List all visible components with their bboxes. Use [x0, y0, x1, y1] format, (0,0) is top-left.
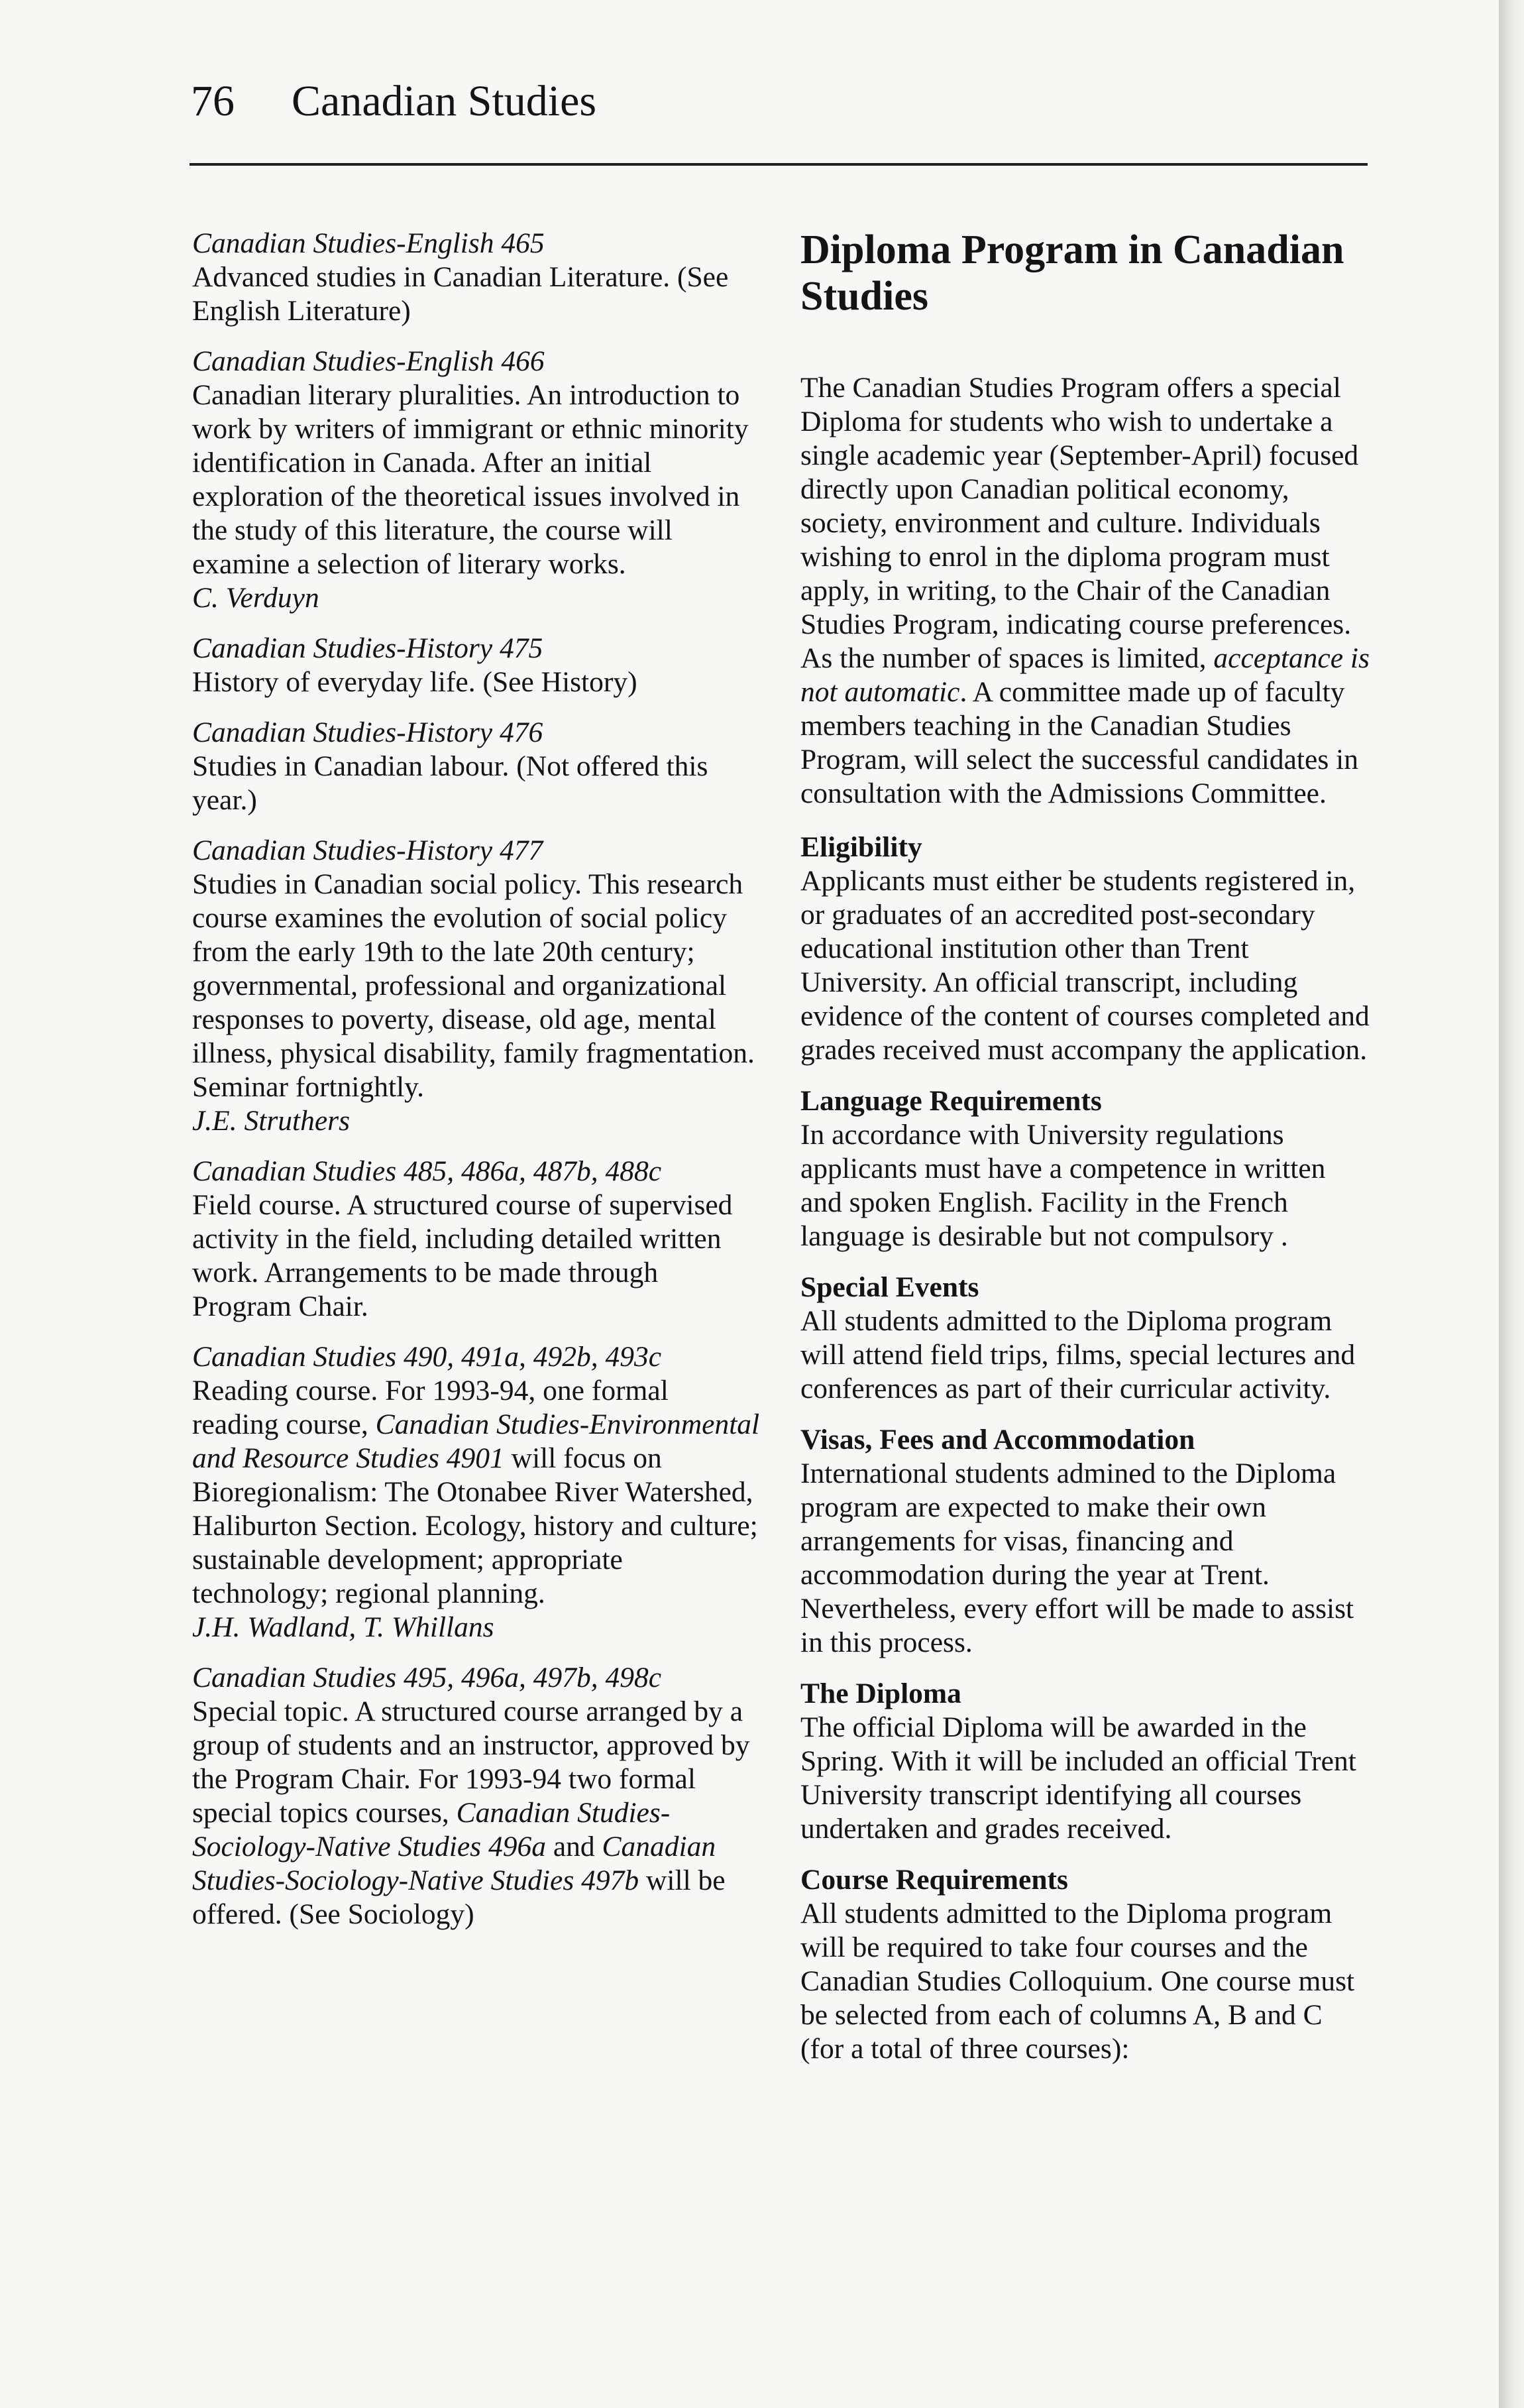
course-title: Canadian Studies-English 465: [192, 227, 545, 259]
course-description: Advanced studies in Canadian Literature. (See English Literature): [192, 261, 729, 327]
course-title: Canadian Studies 490, 491a, 492b, 493c: [192, 1341, 662, 1373]
subsection-heading: Visas, Fees and Accommodation: [800, 1424, 1195, 1456]
running-title: Canadian Studies: [292, 77, 597, 125]
course-description: History of everyday life. (See History): [192, 666, 637, 698]
course-title: Canadian Studies-English 466: [192, 345, 545, 377]
subsection-eligibility: [800, 831, 1370, 1067]
subsection-text: International students admined to the Diploma program are expected to make their own arrangements for visas, financing and accommodation during the year at Trent. Nevertheless, every effort will be made to assist in this process.: [800, 1458, 1354, 1658]
description-text: will be offered. (See Sociology): [192, 1864, 726, 1930]
emphasis-text: acceptance is not automatic: [800, 642, 1370, 708]
course-title: Canadian Studies-History 476: [192, 717, 543, 748]
intro-paragraph: [800, 371, 1370, 811]
course-entry: [192, 345, 762, 615]
subsection-the-diploma: [800, 1677, 1370, 1846]
course-description: Field course. A structured course of supervised activity in the field, including detailed written work. Arrangements to be made through Program Chair.: [192, 1189, 733, 1322]
page-number: 76: [191, 77, 235, 125]
intro-text: The Canadian Studies Program offers a special Diploma for students who wish to undertake a single academic year (September-April) focused directly upon Canadian political economy, society, environment and culture. Individuals wishing to enrol in the diploma program must apply, in writing, to the Chair of the Canadian Studies Program, indicating course preferences. As the number of spaces is limited,: [800, 372, 1359, 674]
running-header: [191, 72, 1370, 131]
description-text: Special topic. A structured course arranged by a group of students and an instructor, approved by the Program Chair. For 1993-94 two formal special topics courses,: [192, 1695, 750, 1829]
page-edge: [1499, 0, 1524, 2408]
course-entry: [192, 632, 762, 699]
subsection-text: All students admitted to the Diploma program will be required to take four courses and the Canadian Studies Colloquium. One course must be selected from each of columns A, B and C (for a total of three courses):: [800, 1898, 1355, 2065]
subsection-heading: Course Requirements: [800, 1864, 1068, 1896]
subsection-text: Applicants must either be students registered in, or graduates of an accredited post-secondary educational institution other than Trent University. An official transcript, including evidence of the content of courses completed and grades received must accompany the application.: [800, 865, 1370, 1066]
intro-text: . A committee made up of faculty members teaching in the Canadian Studies Program, will select the successful candidates in consultation with the Admissions Committee.: [800, 676, 1358, 809]
course-description: [192, 1695, 762, 1931]
course-entry: [192, 834, 762, 1138]
subsection-text: All students admitted to the Diploma program will attend field trips, films, special lectures and conferences as part of their curricular activity.: [800, 1305, 1356, 1405]
description-text: will focus on Bioregionalism: The Otonabee River Watershed, Haliburton Section. Ecology, history and culture; sustainable development; appropriate technology; regional planning.: [192, 1442, 758, 1609]
course-reference: Canadian Studies-Sociology-Native Studies 497b: [192, 1831, 716, 1896]
course-title: Canadian Studies 495, 496a, 497b, 498c: [192, 1662, 662, 1693]
description-text: and: [545, 1831, 602, 1863]
course-reference: Canadian Studies-Sociology-Native Studies 496a: [192, 1797, 671, 1863]
subsection-heading: Eligibility: [800, 831, 922, 863]
course-description: Studies in Canadian labour. (Not offered this year.): [192, 750, 708, 816]
course-entry: [192, 1340, 762, 1644]
course-instructor: C. Verduyn: [192, 582, 319, 614]
right-column: [800, 227, 1370, 2083]
subsection-language: [800, 1084, 1370, 1253]
subsection-heading: Language Requirements: [800, 1085, 1102, 1117]
subsection-heading: The Diploma: [800, 1678, 961, 1709]
subsection-course-requirements: [800, 1863, 1370, 2066]
course-entry: [192, 1155, 762, 1324]
subsection-text: In accordance with University regulations applicants must have a competence in written and spoken English. Facility in the French language is desirable but not compulsory .: [800, 1119, 1326, 1252]
course-entry: [192, 716, 762, 817]
subsection-special-events: [800, 1271, 1370, 1406]
section-title: Diploma Program in Canadian Studies: [800, 227, 1344, 319]
subsection-heading: Special Events: [800, 1271, 979, 1303]
course-instructor: J.E. Struthers: [192, 1105, 351, 1137]
course-description: [192, 1374, 762, 1611]
header-rule: [190, 163, 1368, 166]
course-title: Canadian Studies-History 475: [192, 632, 543, 664]
course-entry: [192, 227, 762, 328]
description-text: Reading course. For 1993-94, one formal reading course,: [192, 1375, 669, 1440]
subsection-text: The official Diploma will be awarded in the Spring. With it will be included an official Trent University transcript identifying all courses undertaken and grades received.: [800, 1711, 1356, 1845]
subsection-visas-fees: [800, 1423, 1370, 1660]
course-instructor: J.H. Wadland, T. Whillans: [192, 1611, 494, 1643]
course-title: Canadian Studies 485, 486a, 487b, 488c: [192, 1155, 662, 1187]
course-reference: Canadian Studies-Environmental and Resource Studies 4901: [192, 1408, 760, 1474]
course-entry: [192, 1661, 762, 1931]
course-title: Canadian Studies-History 477: [192, 834, 543, 866]
course-description: Studies in Canadian social policy. This research course examines the evolution of social policy from the early 19th to the late 20th century; governmental, professional and organizational responses to poverty, disease, old age, mental illness, physical disability, family fragmentation. Seminar fortnightly.: [192, 868, 755, 1103]
left-column: [192, 227, 762, 1948]
course-description: Canadian literary pluralities. An introduction to work by writers of immigrant or ethnic minority identification in Canada. After an initial exploration of the theoretical issues involved in the study of this literature, the course will examine a selection of literary works.: [192, 379, 749, 580]
